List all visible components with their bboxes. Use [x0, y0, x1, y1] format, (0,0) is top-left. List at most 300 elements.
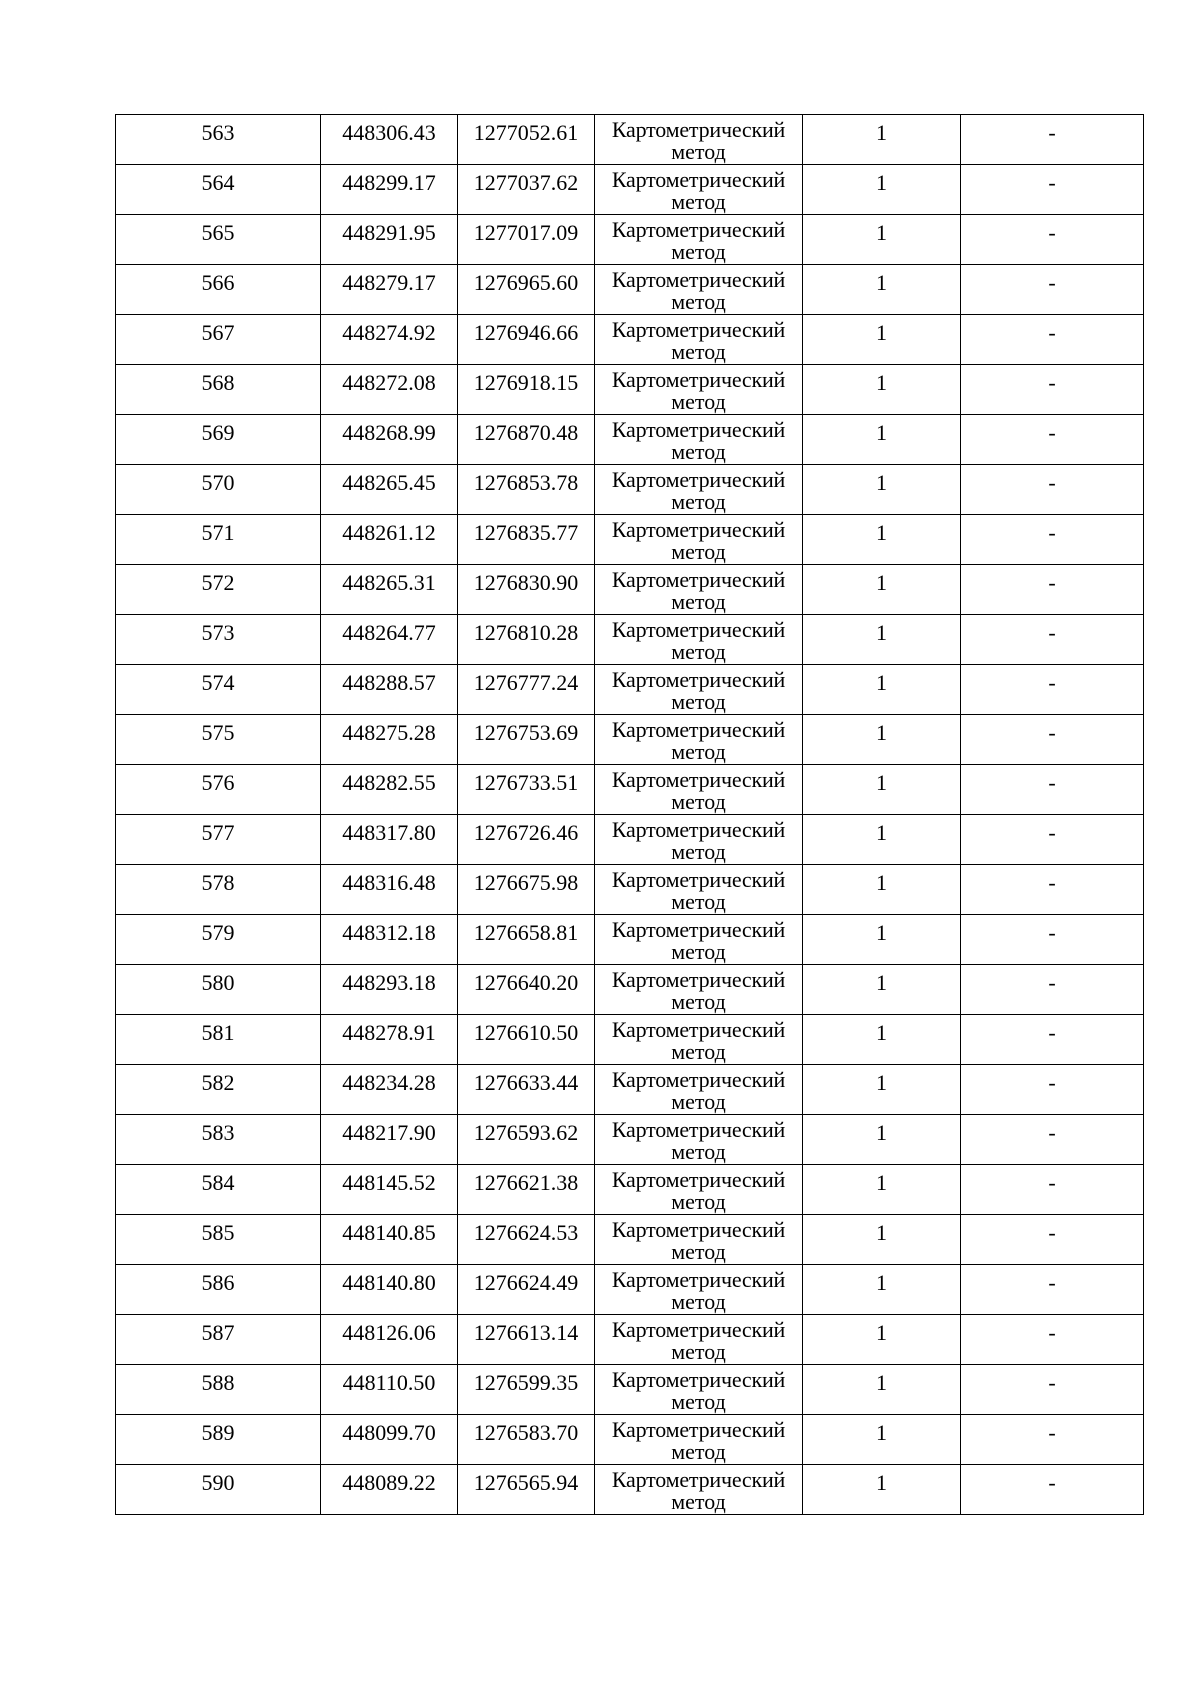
note-cell	[961, 1165, 1144, 1215]
table-row	[116, 1065, 1144, 1115]
accuracy-cell-text: 1	[876, 120, 887, 145]
note-cell-text: -	[1048, 720, 1056, 745]
table-row	[116, 215, 1144, 265]
table-row	[116, 1015, 1144, 1065]
accuracy-cell-text: 1	[876, 270, 887, 295]
accuracy-cell-text: 1	[876, 420, 887, 445]
accuracy-cell	[803, 215, 961, 265]
accuracy-cell	[803, 915, 961, 965]
method-cell	[595, 665, 803, 715]
note-cell	[961, 515, 1144, 565]
accuracy-cell	[803, 1065, 961, 1115]
point-number-cell	[116, 1465, 321, 1515]
accuracy-cell	[803, 115, 961, 165]
y-coordinate-cell	[458, 1065, 595, 1115]
accuracy-cell-text: 1	[876, 1170, 887, 1195]
accuracy-cell	[803, 615, 961, 665]
method-line-1: Картометрический	[611, 267, 786, 292]
point-number-cell-text: 580	[201, 970, 235, 995]
method-line-2: метод	[671, 239, 726, 264]
method-line-2: метод	[671, 889, 726, 914]
point-number-cell	[116, 965, 321, 1015]
method-line-2: метод	[671, 1139, 726, 1164]
method-cell	[595, 1065, 803, 1115]
method-cell	[595, 815, 803, 865]
note-cell	[961, 365, 1144, 415]
table-row	[116, 915, 1144, 965]
method-cell	[595, 1315, 803, 1365]
y-coordinate-cell-text: 1276640.20	[473, 970, 579, 995]
y-coordinate-cell	[458, 1165, 595, 1215]
y-coordinate-cell-text: 1276835.77	[473, 520, 579, 545]
method-line-1: Картометрический	[611, 767, 786, 792]
accuracy-cell	[803, 565, 961, 615]
note-cell	[961, 615, 1144, 665]
accuracy-cell-text: 1	[876, 920, 887, 945]
method-cell	[595, 715, 803, 765]
point-number-cell	[116, 665, 321, 715]
y-coordinate-cell-text: 1277017.09	[473, 220, 579, 245]
method-cell	[595, 465, 803, 515]
note-cell	[961, 115, 1144, 165]
note-cell	[961, 665, 1144, 715]
accuracy-cell-text: 1	[876, 1070, 887, 1095]
point-number-cell	[116, 315, 321, 365]
method-cell	[595, 765, 803, 815]
y-coordinate-cell	[458, 915, 595, 965]
table-row	[116, 365, 1144, 415]
note-cell-text: -	[1048, 420, 1056, 445]
accuracy-cell	[803, 1365, 961, 1415]
y-coordinate-cell	[458, 415, 595, 465]
method-line-2: метод	[671, 189, 726, 214]
accuracy-cell	[803, 815, 961, 865]
method-cell	[595, 565, 803, 615]
note-cell-text: -	[1048, 620, 1056, 645]
y-coordinate-cell-text: 1276870.48	[473, 420, 579, 445]
note-cell	[961, 965, 1144, 1015]
point-number-cell	[116, 615, 321, 665]
accuracy-cell	[803, 1115, 961, 1165]
x-coordinate-cell	[321, 115, 458, 165]
note-cell-text: -	[1048, 120, 1056, 145]
note-cell-text: -	[1048, 520, 1056, 545]
y-coordinate-cell-text: 1276565.94	[473, 1470, 579, 1495]
accuracy-cell	[803, 1165, 961, 1215]
y-coordinate-cell-text: 1277052.61	[473, 120, 579, 145]
x-coordinate-cell	[321, 1115, 458, 1165]
method-line-1: Картометрический	[611, 367, 786, 392]
x-coordinate-cell	[321, 615, 458, 665]
method-line-1: Картометрический	[611, 1017, 786, 1042]
accuracy-cell-text: 1	[876, 470, 887, 495]
method-line-1: Картометрический	[611, 417, 786, 442]
x-coordinate-cell-text: 448264.77	[342, 620, 436, 645]
point-number-cell-text: 565	[201, 220, 235, 245]
accuracy-cell	[803, 415, 961, 465]
y-coordinate-cell-text: 1276733.51	[473, 770, 579, 795]
note-cell	[961, 865, 1144, 915]
table-row	[116, 265, 1144, 315]
accuracy-cell-text: 1	[876, 1220, 887, 1245]
coordinates-table-body	[116, 115, 1144, 1515]
note-cell-text: -	[1048, 470, 1056, 495]
note-cell-text: -	[1048, 370, 1056, 395]
table-row	[116, 865, 1144, 915]
accuracy-cell-text: 1	[876, 1370, 887, 1395]
method-cell	[595, 315, 803, 365]
x-coordinate-cell	[321, 415, 458, 465]
point-number-cell	[116, 1365, 321, 1415]
point-number-cell-text: 585	[201, 1220, 235, 1245]
table-row	[116, 965, 1144, 1015]
y-coordinate-cell	[458, 115, 595, 165]
method-cell	[595, 215, 803, 265]
point-number-cell	[116, 465, 321, 515]
y-coordinate-cell	[458, 665, 595, 715]
x-coordinate-cell-text: 448312.18	[342, 920, 436, 945]
point-number-cell-text: 574	[201, 670, 235, 695]
accuracy-cell-text: 1	[876, 770, 887, 795]
accuracy-cell	[803, 865, 961, 915]
point-number-cell	[116, 1115, 321, 1165]
method-line-2: метод	[671, 1039, 726, 1064]
note-cell	[961, 1015, 1144, 1065]
table-row	[116, 115, 1144, 165]
method-line-1: Картометрический	[611, 1417, 786, 1442]
x-coordinate-cell	[321, 565, 458, 615]
accuracy-cell-text: 1	[876, 320, 887, 345]
y-coordinate-cell-text: 1276583.70	[473, 1420, 579, 1445]
method-cell	[595, 165, 803, 215]
note-cell	[961, 1065, 1144, 1115]
method-line-1: Картометрический	[611, 1167, 786, 1192]
y-coordinate-cell-text: 1276624.53	[473, 1220, 579, 1245]
method-line-1: Картометрический	[611, 717, 786, 742]
method-line-1: Картометрический	[611, 167, 786, 192]
x-coordinate-cell	[321, 915, 458, 965]
method-cell	[595, 415, 803, 465]
point-number-cell	[116, 165, 321, 215]
x-coordinate-cell	[321, 665, 458, 715]
point-number-cell	[116, 715, 321, 765]
note-cell-text: -	[1048, 1320, 1056, 1345]
accuracy-cell	[803, 1215, 961, 1265]
accuracy-cell	[803, 1415, 961, 1465]
y-coordinate-cell-text: 1276675.98	[473, 870, 579, 895]
x-coordinate-cell	[321, 865, 458, 915]
accuracy-cell	[803, 665, 961, 715]
method-line-2: метод	[671, 639, 726, 664]
method-cell	[595, 1015, 803, 1065]
table-row	[116, 815, 1144, 865]
note-cell-text: -	[1048, 1420, 1056, 1445]
accuracy-cell	[803, 965, 961, 1015]
method-cell	[595, 1115, 803, 1165]
x-coordinate-cell	[321, 265, 458, 315]
note-cell	[961, 1215, 1144, 1265]
point-number-cell-text: 568	[201, 370, 235, 395]
x-coordinate-cell-text: 448234.28	[342, 1070, 436, 1095]
table-row	[116, 165, 1144, 215]
note-cell-text: -	[1048, 1370, 1056, 1395]
point-number-cell-text: 570	[201, 470, 235, 495]
note-cell	[961, 915, 1144, 965]
accuracy-cell	[803, 315, 961, 365]
y-coordinate-cell-text: 1276610.50	[473, 1020, 579, 1045]
x-coordinate-cell-text: 448279.17	[342, 270, 436, 295]
accuracy-cell-text: 1	[876, 1270, 887, 1295]
table-row	[116, 465, 1144, 515]
table-row	[116, 1315, 1144, 1365]
point-number-cell-text: 589	[201, 1420, 235, 1445]
accuracy-cell	[803, 1465, 961, 1515]
x-coordinate-cell	[321, 965, 458, 1015]
x-coordinate-cell-text: 448268.99	[342, 420, 436, 445]
method-line-2: метод	[671, 489, 726, 514]
table-row	[116, 315, 1144, 365]
method-line-1: Картометрический	[611, 867, 786, 892]
table-row	[116, 715, 1144, 765]
method-line-2: метод	[671, 689, 726, 714]
point-number-cell	[116, 1415, 321, 1465]
point-number-cell-text: 588	[201, 1370, 235, 1395]
y-coordinate-cell-text: 1276830.90	[473, 570, 579, 595]
y-coordinate-cell-text: 1277037.62	[473, 170, 579, 195]
method-line-1: Картометрический	[611, 317, 786, 342]
point-number-cell	[116, 915, 321, 965]
x-coordinate-cell-text: 448261.12	[342, 520, 436, 545]
y-coordinate-cell-text: 1276918.15	[473, 370, 579, 395]
method-cell	[595, 1365, 803, 1415]
x-coordinate-cell-text: 448282.55	[342, 770, 436, 795]
note-cell-text: -	[1048, 570, 1056, 595]
y-coordinate-cell-text: 1276965.60	[473, 270, 579, 295]
x-coordinate-cell	[321, 515, 458, 565]
accuracy-cell	[803, 765, 961, 815]
method-cell	[595, 1415, 803, 1465]
method-cell	[595, 1215, 803, 1265]
y-coordinate-cell-text: 1276613.14	[473, 1320, 579, 1345]
accuracy-cell	[803, 715, 961, 765]
x-coordinate-cell	[321, 1265, 458, 1315]
y-coordinate-cell	[458, 965, 595, 1015]
method-cell	[595, 265, 803, 315]
note-cell-text: -	[1048, 1120, 1056, 1145]
y-coordinate-cell	[458, 815, 595, 865]
table-row	[116, 565, 1144, 615]
point-number-cell-text: 566	[201, 270, 235, 295]
y-coordinate-cell-text: 1276633.44	[473, 1070, 579, 1095]
accuracy-cell-text: 1	[876, 1320, 887, 1345]
accuracy-cell-text: 1	[876, 1470, 887, 1495]
y-coordinate-cell-text: 1276853.78	[473, 470, 579, 495]
y-coordinate-cell-text: 1276726.46	[473, 820, 579, 845]
point-number-cell	[116, 1315, 321, 1365]
x-coordinate-cell-text: 448299.17	[342, 170, 436, 195]
y-coordinate-cell	[458, 615, 595, 665]
method-line-1: Картометрический	[611, 1267, 786, 1292]
x-coordinate-cell	[321, 1215, 458, 1265]
x-coordinate-cell-text: 448272.08	[342, 370, 436, 395]
table-row	[116, 615, 1144, 665]
x-coordinate-cell-text: 448288.57	[342, 670, 436, 695]
note-cell-text: -	[1048, 870, 1056, 895]
note-cell-text: -	[1048, 770, 1056, 795]
method-line-2: метод	[671, 1289, 726, 1314]
method-line-2: метод	[671, 289, 726, 314]
method-line-1: Картометрический	[611, 217, 786, 242]
x-coordinate-cell	[321, 1365, 458, 1415]
note-cell	[961, 565, 1144, 615]
y-coordinate-cell	[458, 1215, 595, 1265]
point-number-cell	[116, 1265, 321, 1315]
x-coordinate-cell	[321, 365, 458, 415]
point-number-cell	[116, 265, 321, 315]
point-number-cell-text: 578	[201, 870, 235, 895]
method-line-1: Картометрический	[611, 1117, 786, 1142]
x-coordinate-cell-text: 448099.70	[342, 1420, 436, 1445]
method-line-2: метод	[671, 789, 726, 814]
point-number-cell-text: 572	[201, 570, 235, 595]
method-line-1: Картометрический	[611, 617, 786, 642]
method-cell	[595, 115, 803, 165]
method-line-1: Картометрический	[611, 117, 786, 142]
note-cell	[961, 165, 1144, 215]
x-coordinate-cell-text: 448265.45	[342, 470, 436, 495]
x-coordinate-cell	[321, 1415, 458, 1465]
x-coordinate-cell-text: 448265.31	[342, 570, 436, 595]
method-cell	[595, 1465, 803, 1515]
point-number-cell-text: 579	[201, 920, 235, 945]
point-number-cell-text: 563	[201, 120, 235, 145]
y-coordinate-cell	[458, 1365, 595, 1415]
x-coordinate-cell-text: 448316.48	[342, 870, 436, 895]
note-cell	[961, 1465, 1144, 1515]
table-row	[116, 1465, 1144, 1515]
accuracy-cell	[803, 1265, 961, 1315]
note-cell	[961, 265, 1144, 315]
point-number-cell-text: 573	[201, 620, 235, 645]
x-coordinate-cell	[321, 315, 458, 365]
note-cell-text: -	[1048, 220, 1056, 245]
method-line-1: Картометрический	[611, 917, 786, 942]
accuracy-cell-text: 1	[876, 220, 887, 245]
method-cell	[595, 515, 803, 565]
x-coordinate-cell-text: 448089.22	[342, 1470, 436, 1495]
method-cell	[595, 915, 803, 965]
method-line-1: Картометрический	[611, 1367, 786, 1392]
method-line-1: Картометрический	[611, 1217, 786, 1242]
point-number-cell-text: 584	[201, 1170, 235, 1195]
y-coordinate-cell-text: 1276946.66	[473, 320, 579, 345]
point-number-cell-text: 586	[201, 1270, 235, 1295]
x-coordinate-cell	[321, 465, 458, 515]
note-cell	[961, 465, 1144, 515]
y-coordinate-cell-text: 1276753.69	[473, 720, 579, 745]
x-coordinate-cell-text: 448275.28	[342, 720, 436, 745]
y-coordinate-cell-text: 1276621.38	[473, 1170, 579, 1195]
x-coordinate-cell-text: 448217.90	[342, 1120, 436, 1145]
method-line-2: метод	[671, 1339, 726, 1364]
accuracy-cell-text: 1	[876, 870, 887, 895]
method-line-2: метод	[671, 939, 726, 964]
method-line-1: Картометрический	[611, 1317, 786, 1342]
x-coordinate-cell	[321, 1315, 458, 1365]
note-cell	[961, 1265, 1144, 1315]
y-coordinate-cell-text: 1276599.35	[473, 1370, 579, 1395]
x-coordinate-cell-text: 448274.92	[342, 320, 436, 345]
point-number-cell-text: 582	[201, 1070, 235, 1095]
x-coordinate-cell-text: 448140.85	[342, 1220, 436, 1245]
note-cell	[961, 1415, 1144, 1465]
method-line-1: Картометрический	[611, 667, 786, 692]
method-cell	[595, 365, 803, 415]
method-cell	[595, 965, 803, 1015]
accuracy-cell	[803, 1315, 961, 1365]
point-number-cell	[116, 365, 321, 415]
method-cell	[595, 615, 803, 665]
table-row	[116, 415, 1144, 465]
accuracy-cell-text: 1	[876, 620, 887, 645]
table-row	[116, 1115, 1144, 1165]
point-number-cell-text: 575	[201, 720, 235, 745]
y-coordinate-cell	[458, 1265, 595, 1315]
note-cell-text: -	[1048, 1220, 1056, 1245]
y-coordinate-cell	[458, 515, 595, 565]
y-coordinate-cell	[458, 865, 595, 915]
point-number-cell-text: 587	[201, 1320, 235, 1345]
method-line-1: Картометрический	[611, 817, 786, 842]
y-coordinate-cell-text: 1276658.81	[473, 920, 579, 945]
note-cell	[961, 415, 1144, 465]
point-number-cell	[116, 1215, 321, 1265]
table-row	[116, 1415, 1144, 1465]
accuracy-cell-text: 1	[876, 570, 887, 595]
note-cell-text: -	[1048, 1070, 1056, 1095]
point-number-cell-text: 583	[201, 1120, 235, 1145]
note-cell-text: -	[1048, 1170, 1056, 1195]
coordinates-table	[115, 114, 1144, 1515]
note-cell-text: -	[1048, 1020, 1056, 1045]
point-number-cell	[116, 415, 321, 465]
accuracy-cell-text: 1	[876, 820, 887, 845]
y-coordinate-cell	[458, 465, 595, 515]
y-coordinate-cell	[458, 1115, 595, 1165]
note-cell-text: -	[1048, 1270, 1056, 1295]
y-coordinate-cell	[458, 365, 595, 415]
method-line-2: метод	[671, 1089, 726, 1114]
accuracy-cell	[803, 165, 961, 215]
point-number-cell	[116, 1165, 321, 1215]
y-coordinate-cell	[458, 1015, 595, 1065]
accuracy-cell-text: 1	[876, 720, 887, 745]
x-coordinate-cell-text: 448278.91	[342, 1020, 436, 1045]
method-line-1: Картометрический	[611, 567, 786, 592]
y-coordinate-cell	[458, 1415, 595, 1465]
method-line-1: Картометрический	[611, 467, 786, 492]
accuracy-cell	[803, 515, 961, 565]
method-line-2: метод	[671, 989, 726, 1014]
note-cell-text: -	[1048, 1470, 1056, 1495]
point-number-cell-text: 567	[201, 320, 235, 345]
point-number-cell	[116, 115, 321, 165]
x-coordinate-cell	[321, 1015, 458, 1065]
note-cell-text: -	[1048, 820, 1056, 845]
x-coordinate-cell	[321, 765, 458, 815]
note-cell	[961, 1365, 1144, 1415]
method-line-1: Картометрический	[611, 1467, 786, 1492]
